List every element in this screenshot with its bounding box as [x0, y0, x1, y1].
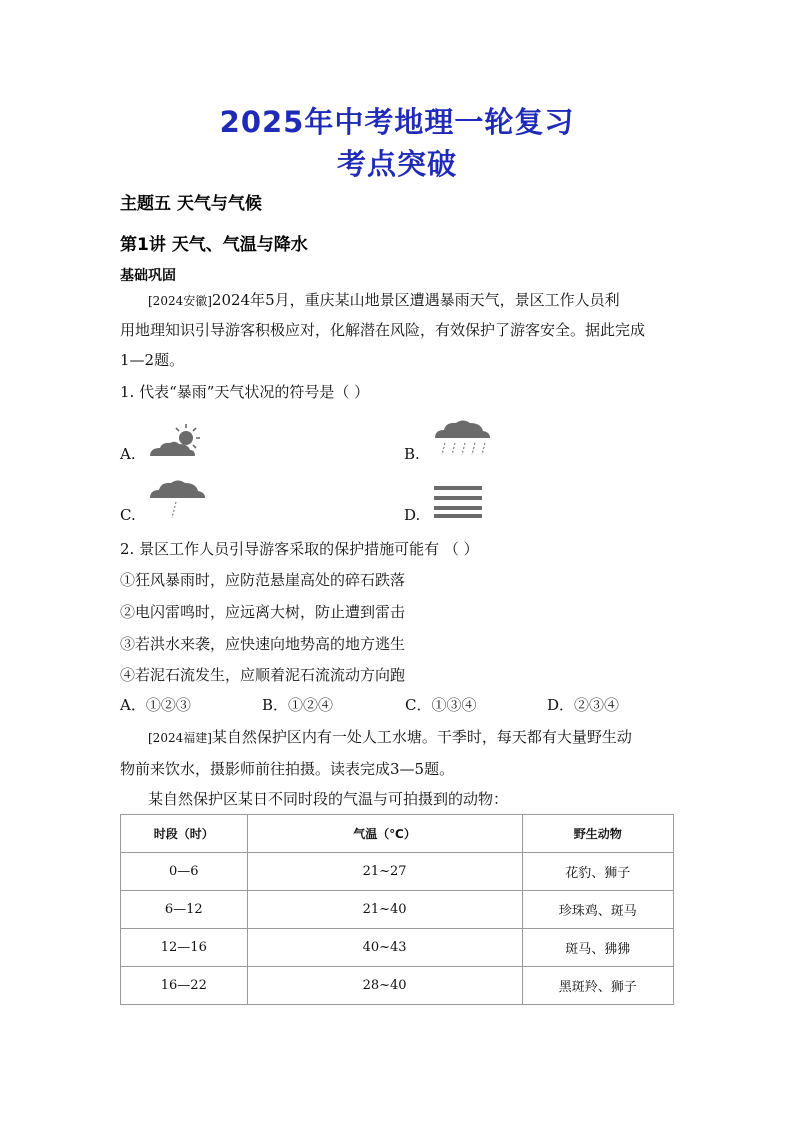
cell-animals: 黑斑羚、狮子	[522, 967, 673, 1005]
q2-answer-d: D．②③④	[547, 696, 620, 714]
cell-period: 6—12	[121, 891, 248, 929]
fog-icon	[434, 486, 482, 518]
cell-temperature: 28~40	[247, 967, 522, 1005]
intro1-line3: 1—2题。	[120, 351, 185, 369]
heavy-rain-icon	[433, 418, 493, 460]
cell-period: 12—16	[121, 929, 248, 967]
table-row	[121, 891, 674, 929]
q2-answer-b: B．①②④	[262, 696, 334, 714]
source-tag: [2024安徽]	[148, 294, 212, 308]
option-d-label: D.	[404, 506, 421, 524]
question-2-stem: 2. 景区工作人员引导游客采取的保护措施可能有 （ ）	[120, 540, 479, 558]
table-caption: 某自然保护区某日不同时段的气温与可拍摄到的动物：	[148, 790, 509, 808]
q2-item-1: ①狂风暴雨时，应防范悬崖高处的碎石跌落	[120, 571, 406, 589]
table-row	[121, 967, 674, 1005]
intro1-line1	[148, 289, 708, 312]
question-1-stem: 1. 代表“暴雨”天气状况的符号是（ ）	[120, 383, 370, 401]
q2-item-3: ③若洪水来袭，应快速向地势高的地方逃生	[120, 635, 406, 653]
option-c-label: C.	[120, 506, 136, 524]
header-temperature: 气温（℃）	[247, 815, 522, 853]
table-row	[121, 853, 674, 891]
q2-item-2: ②电闪雷鸣时，应远离大树，防止遭到雷击	[120, 603, 406, 621]
cell-temperature: 40~43	[247, 929, 522, 967]
cell-animals: 斑马、狒狒	[522, 929, 673, 967]
cell-period: 16—22	[121, 967, 248, 1005]
header-animals: 野生动物	[522, 815, 673, 853]
option-b-label: B.	[404, 445, 420, 463]
table-row	[121, 929, 674, 967]
q2-answer-c: C．①③④	[405, 696, 477, 714]
section-heading: 基础巩固	[120, 268, 176, 284]
source-tag-2: [2024福建]	[148, 731, 212, 745]
document-subtitle: 考点突破	[336, 147, 457, 181]
lesson-heading: 第1讲 天气、气温与降水	[120, 235, 308, 255]
option-a-label: A.	[120, 445, 136, 463]
header-period: 时段（时）	[121, 815, 248, 853]
intro2-line2: 物前来饮水，摄影师前往拍摄。读表完成3—5题。	[120, 760, 455, 778]
table-header-row	[121, 815, 674, 853]
data-table	[120, 814, 674, 1005]
theme-heading: 主题五 天气与气候	[120, 194, 262, 214]
intro2-text: 某自然保护区内有一处人工水塘。干季时，每天都有大量野生动	[211, 728, 632, 746]
intro2-line1	[148, 726, 708, 749]
intro1-line2: 用地理知识引导游客积极应对，化解潜在风险，有效保护了游客安全。据此完成	[120, 321, 646, 339]
cell-animals: 珍珠鸡、斑马	[522, 891, 673, 929]
cell-period: 0—6	[121, 853, 248, 891]
cell-temperature: 21~27	[247, 853, 522, 891]
light-rain-icon	[148, 478, 208, 522]
cell-temperature: 21~40	[247, 891, 522, 929]
q2-item-4: ④若泥石流发生，应顺着泥石流流动方向跑	[120, 666, 406, 684]
cell-animals: 花豹、狮子	[522, 853, 673, 891]
document-title: 2025年中考地理一轮复习	[219, 105, 575, 139]
q2-answer-a: A．①②③	[120, 696, 191, 714]
intro1-text: 2024年5月，重庆某山地景区遭遇暴雨天气，景区工作人员利	[211, 291, 620, 309]
partly-cloudy-icon	[148, 422, 210, 458]
